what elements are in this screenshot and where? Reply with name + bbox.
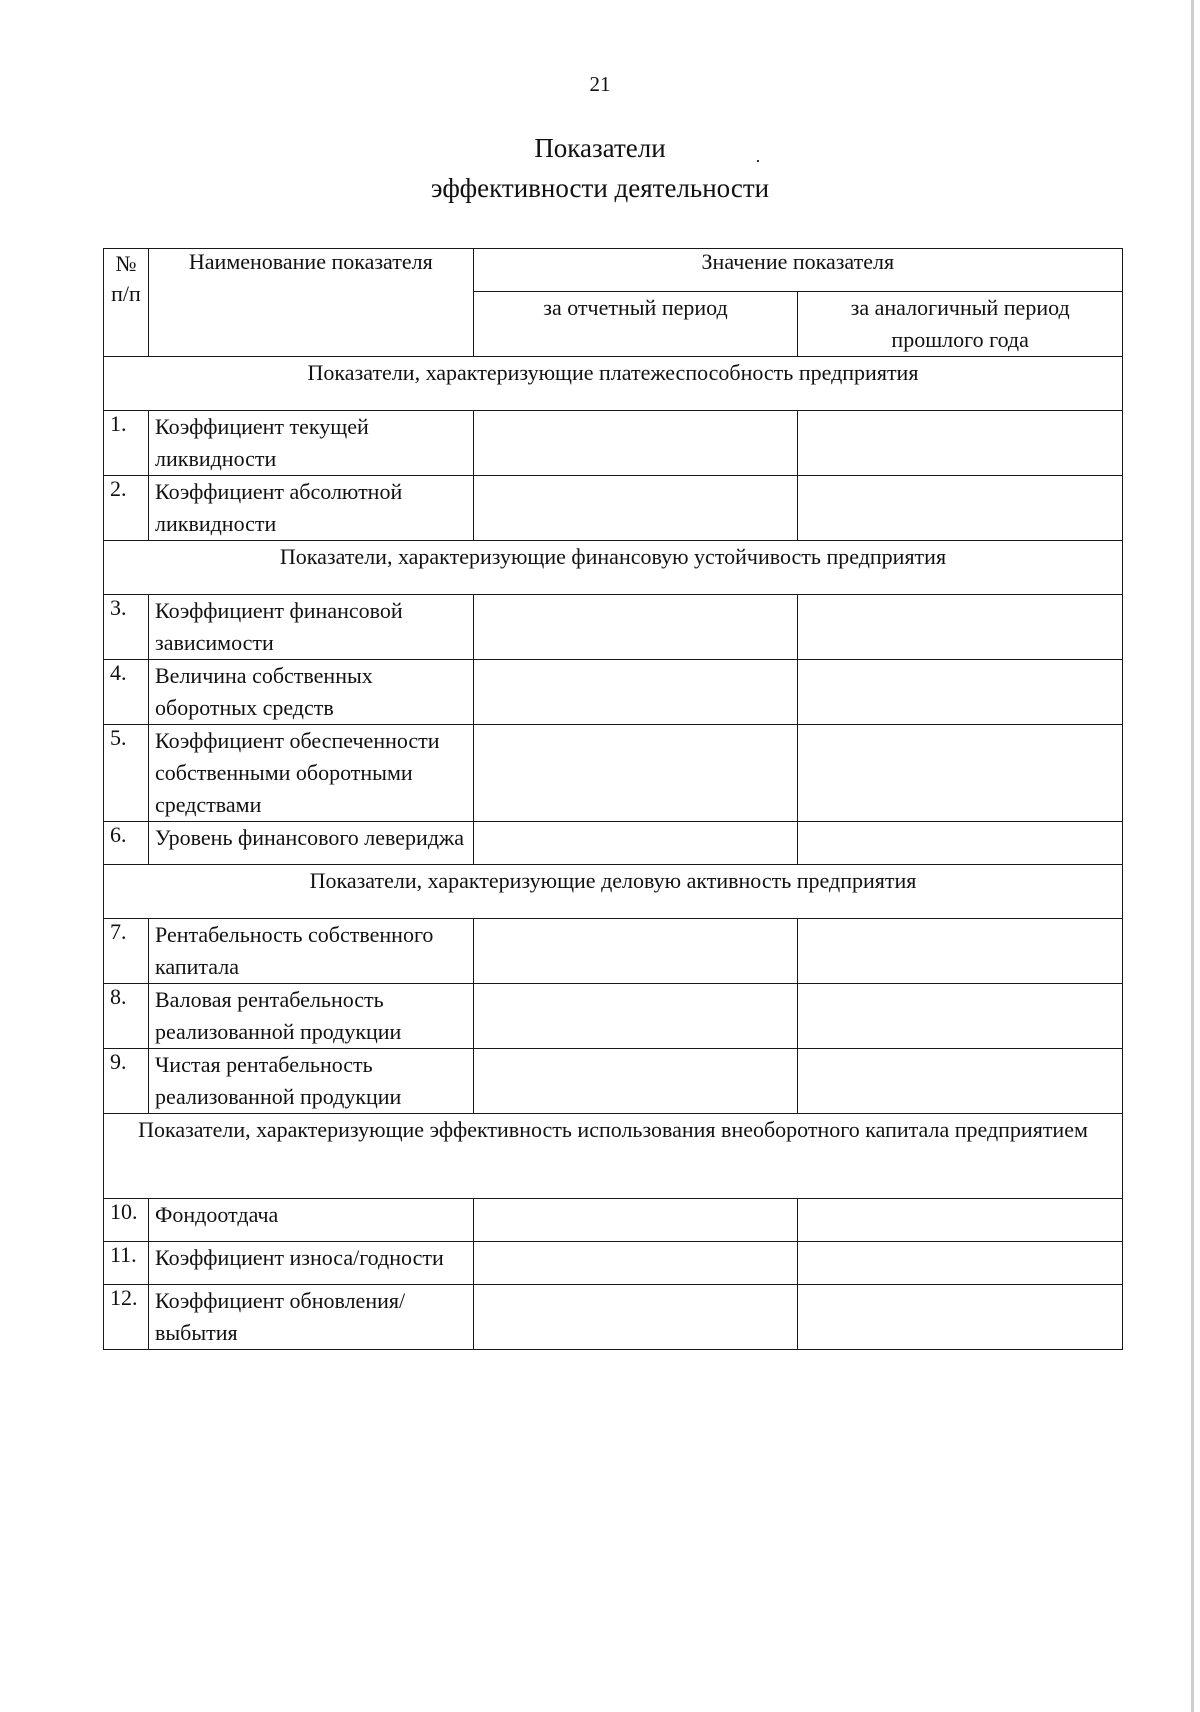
page-number: 21 [589,72,611,96]
indicator-name: Величина собственных оборотных средств [149,660,474,725]
table-row [104,476,1123,541]
table-body [104,357,1123,1350]
value-previous-period [798,1242,1123,1285]
value-current-period [473,1199,798,1242]
header-current-period: за отчетный период [473,292,798,357]
row-number: 1. [104,411,149,476]
value-previous-period [798,660,1123,725]
row-number: 10. [104,1199,149,1242]
value-current-period [473,1049,798,1114]
table-row [104,1199,1123,1242]
indicator-name: Валовая рентабельность реализованной продукции [149,984,474,1049]
indicator-name: Коэффициент финансовой зависимости [149,595,474,660]
section-row [104,865,1123,919]
row-number: 9. [104,1049,149,1114]
table-row [104,595,1123,660]
header-name: Наименование показателя [149,249,474,357]
table-row [104,725,1123,822]
value-current-period [473,984,798,1049]
table-row [104,411,1123,476]
value-previous-period [798,725,1123,822]
row-number: 11. [104,1242,149,1285]
value-previous-period [798,476,1123,541]
section-row [104,357,1123,411]
value-previous-period [798,984,1123,1049]
indicator-name: Фондоотдача [149,1199,474,1242]
indicator-name: Коэффициент обновления/выбытия [149,1285,474,1350]
value-previous-period [798,1049,1123,1114]
row-number: 6. [104,822,149,865]
indicators-table [103,248,1123,1350]
table-row [104,1285,1123,1350]
value-current-period [473,725,798,822]
section-title: Показатели, характеризующие эффективность использования внеоборотного капитала предприятием [104,1114,1123,1199]
header-previous-period: за аналогичный период прошлого года [798,292,1123,357]
indicator-name: Коэффициент текущей ликвидности [149,411,474,476]
value-current-period [473,1242,798,1285]
row-number: 8. [104,984,149,1049]
indicator-name: Рентабельность собственного капитала [149,919,474,984]
section-title: Показатели, характеризующие деловую активность предприятия [104,865,1123,919]
section-row [104,1114,1123,1199]
section-row [104,541,1123,595]
page-title [0,128,1200,208]
value-current-period [473,919,798,984]
table-row [104,1049,1123,1114]
row-number: 12. [104,1285,149,1350]
scan-speck [757,160,759,162]
indicator-name: Коэффициент абсолютной ликвидности [149,476,474,541]
table-row [104,660,1123,725]
table-row [104,919,1123,984]
value-previous-period [798,1285,1123,1350]
page-title-line-2: эффективности деятельности [430,173,770,203]
page-title-line-1: Показатели [534,133,666,163]
row-number: 7. [104,919,149,984]
value-previous-period [798,1199,1123,1242]
row-number: 2. [104,476,149,541]
indicator-name: Коэффициент обеспеченности собственными оборотными средствами [149,725,474,822]
section-title: Показатели, характеризующие финансовую устойчивость предприятия [104,541,1123,595]
value-current-period [473,595,798,660]
header-number: № п/п [104,249,149,357]
value-current-period [473,411,798,476]
indicator-name: Уровень финансового левериджа [149,822,474,865]
section-title: Показатели, характеризующие платежеспособность предприятия [104,357,1123,411]
row-number: 5. [104,725,149,822]
value-current-period [473,476,798,541]
value-current-period [473,822,798,865]
indicator-name: Чистая рентабельность реализованной продукции [149,1049,474,1114]
header-value: Значение показателя [473,249,1122,292]
value-current-period [473,1285,798,1350]
value-previous-period [798,919,1123,984]
value-previous-period [798,595,1123,660]
value-current-period [473,660,798,725]
table-row [104,822,1123,865]
row-number: 4. [104,660,149,725]
table-row [104,1242,1123,1285]
indicator-name: Коэффициент износа/годности [149,1242,474,1285]
scan-edge-line [1191,0,1194,1712]
value-previous-period [798,411,1123,476]
row-number: 3. [104,595,149,660]
table-row [104,984,1123,1049]
value-previous-period [798,822,1123,865]
